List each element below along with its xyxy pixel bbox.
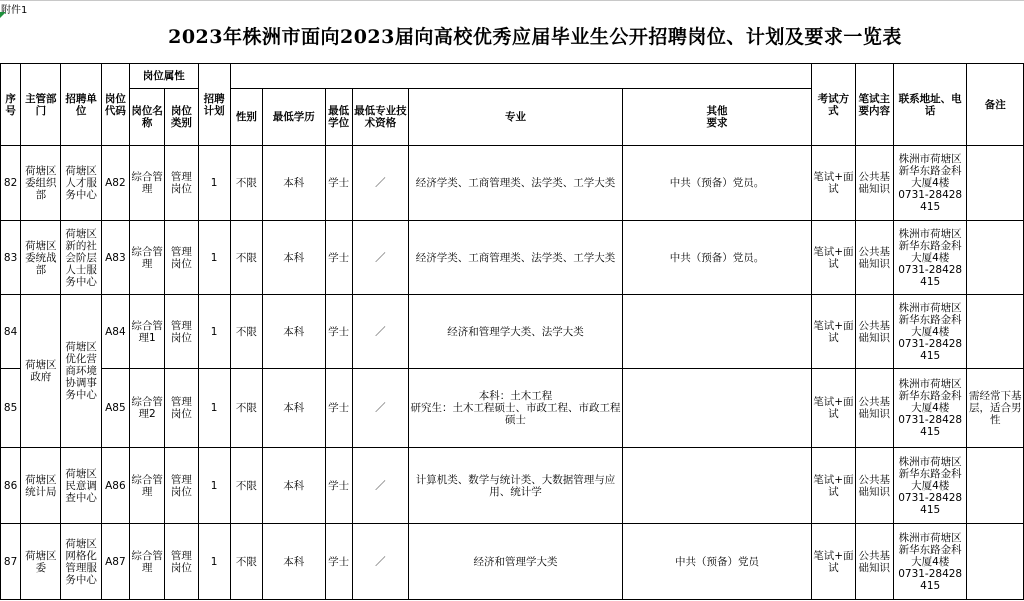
cell-seq[interactable]: 86 — [1, 448, 21, 524]
cell-post-type[interactable]: 管理岗位 — [165, 369, 198, 448]
cell-exam[interactable]: 笔试+面试 — [812, 369, 855, 448]
cell-contact[interactable]: 株洲市荷塘区新华东路金科大厦4楼 0731-28428415 — [893, 295, 967, 369]
cell-plan[interactable]: 1 — [198, 524, 230, 600]
cell-degree[interactable]: 学士 — [325, 369, 352, 448]
cell-post-name[interactable]: 综合管理 — [130, 146, 165, 221]
header-post-attr[interactable]: 岗位属性 — [130, 64, 199, 89]
cell-post-name[interactable]: 综合管理 — [130, 524, 165, 600]
cell-dept[interactable]: 荷塘区统计局 — [21, 448, 61, 524]
header-post-name[interactable]: 岗位名称 — [130, 89, 165, 146]
cell-code[interactable]: A84 — [101, 295, 129, 369]
cell-edu[interactable]: 本科 — [263, 146, 325, 221]
cell-plan[interactable]: 1 — [198, 146, 230, 221]
cell-degree[interactable]: 学士 — [325, 146, 352, 221]
cell-unit[interactable]: 荷塘区民意调查中心 — [61, 448, 101, 524]
cell-code[interactable]: A83 — [101, 221, 129, 295]
cell-degree[interactable]: 学士 — [325, 448, 352, 524]
table-row — [1, 146, 1024, 221]
header-unit[interactable]: 招聘单位 — [61, 64, 101, 146]
table-row — [1, 369, 1024, 448]
cell-seq[interactable]: 83 — [1, 221, 21, 295]
cell-plan[interactable]: 1 — [198, 295, 230, 369]
cell-exam[interactable]: 笔试+面试 — [812, 221, 855, 295]
cell-edu[interactable]: 本科 — [263, 369, 325, 448]
cell-unit[interactable]: 荷塘区新的社会阶层人士服务中心 — [61, 221, 101, 295]
header-remark[interactable]: 备注 — [967, 64, 1024, 146]
cell-remark[interactable] — [967, 524, 1024, 600]
cell-dept[interactable]: 荷塘区委统战部 — [21, 221, 61, 295]
cell-content[interactable]: 公共基础知识 — [855, 146, 893, 221]
cell-unit[interactable]: 荷塘区人才服务中心 — [61, 146, 101, 221]
cell-post-type[interactable]: 管理岗位 — [165, 221, 198, 295]
cell-degree[interactable]: 学士 — [325, 221, 352, 295]
cell-content[interactable]: 公共基础知识 — [855, 295, 893, 369]
header-blank[interactable] — [230, 64, 812, 89]
header-edu[interactable]: 最低学历 — [263, 89, 325, 146]
cell-major[interactable]: 经济和管理学大类 — [409, 524, 623, 600]
cell-post-type[interactable]: 管理岗位 — [165, 146, 198, 221]
cell-degree[interactable]: 学士 — [325, 295, 352, 369]
cell-gender[interactable]: 不限 — [230, 524, 262, 600]
recruitment-table — [0, 63, 1024, 600]
annex-label: 附件1 — [1, 5, 28, 16]
cell-unit[interactable]: 荷塘区优化营商环境协调事务中心 — [61, 295, 101, 448]
cell-post-name[interactable]: 综合管理2 — [130, 369, 165, 448]
sheet-title: 2023年株洲市面向2023届向高校优秀应届毕业生公开招聘岗位、计划及要求一览表 — [168, 26, 902, 48]
cell-contact[interactable]: 株洲市荷塘区新华东路金科大厦4楼 0731-28428415 — [893, 448, 967, 524]
cell-content[interactable]: 公共基础知识 — [855, 448, 893, 524]
cell-seq[interactable]: 82 — [1, 146, 21, 221]
cell-post-name[interactable]: 综合管理 — [130, 221, 165, 295]
cell-title-req[interactable]: ／ — [352, 524, 408, 600]
cell-content[interactable]: 公共基础知识 — [855, 369, 893, 448]
cell-remark[interactable]: 需经常下基层，适合男性 — [967, 369, 1024, 448]
cell-edu[interactable]: 本科 — [263, 295, 325, 369]
header-dept[interactable]: 主管部门 — [21, 64, 61, 146]
cell-remark[interactable] — [967, 146, 1024, 221]
cell-remark[interactable] — [967, 448, 1024, 524]
cell-post-type[interactable]: 管理岗位 — [165, 295, 198, 369]
cell-title-req[interactable]: ／ — [352, 295, 408, 369]
cell-unit[interactable]: 荷塘区网格化管理服务中心 — [61, 524, 101, 600]
cell-title-req[interactable]: ／ — [352, 146, 408, 221]
cell-remark[interactable] — [967, 221, 1024, 295]
cell-indicator-icon — [0, 12, 6, 18]
cell-contact[interactable]: 株洲市荷塘区新华东路金科大厦4楼 0731-28428415 — [893, 221, 967, 295]
cell-major[interactable]: 经济学类、工商管理类、法学类、工学大类 — [409, 146, 623, 221]
cell-gender[interactable]: 不限 — [230, 221, 262, 295]
cell-other[interactable] — [622, 295, 811, 369]
cell-major[interactable]: 经济学类、工商管理类、法学类、工学大类 — [409, 221, 623, 295]
cell-gender[interactable]: 不限 — [230, 448, 262, 524]
cell-other[interactable]: 中共（预备）党员。 — [622, 146, 811, 221]
table-row — [1, 221, 1024, 295]
header-exam[interactable]: 考试方式 — [812, 64, 855, 146]
cell-content[interactable]: 公共基础知识 — [855, 221, 893, 295]
cell-title-req[interactable]: ／ — [352, 448, 408, 524]
cell-dept[interactable]: 荷塘区委组织部 — [21, 146, 61, 221]
header-gender[interactable]: 性别 — [230, 89, 262, 146]
cell-major[interactable]: 计算机类、数学与统计类、大数据管理与应用、统计学 — [409, 448, 623, 524]
cell-plan[interactable]: 1 — [198, 369, 230, 448]
header-other[interactable]: 其他 要求 — [622, 89, 811, 146]
cell-contact[interactable]: 株洲市荷塘区新华东路金科大厦4楼 0731-28428415 — [893, 524, 967, 600]
header-seq[interactable]: 序号 — [1, 64, 21, 146]
cell-plan[interactable]: 1 — [198, 448, 230, 524]
header-title-req[interactable]: 最低专业技术资格 — [352, 89, 408, 146]
cell-title-req[interactable]: ／ — [352, 221, 408, 295]
header-plan[interactable]: 招聘计划 — [198, 64, 230, 146]
cell-gender[interactable]: 不限 — [230, 369, 262, 448]
cell-edu[interactable]: 本科 — [263, 524, 325, 600]
cell-gender[interactable]: 不限 — [230, 295, 262, 369]
header-major[interactable]: 专业 — [409, 89, 623, 146]
cell-edu[interactable]: 本科 — [263, 221, 325, 295]
cell-contact[interactable]: 株洲市荷塘区新华东路金科大厦4楼 0731-28428415 — [893, 369, 967, 448]
header-code[interactable]: 岗位代码 — [101, 64, 129, 146]
table-row — [1, 295, 1024, 369]
cell-dept[interactable]: 荷塘区政府 — [21, 295, 61, 448]
cell-degree[interactable]: 学士 — [325, 524, 352, 600]
cell-post-name[interactable]: 综合管理1 — [130, 295, 165, 369]
cell-seq[interactable]: 87 — [1, 524, 21, 600]
cell-code[interactable]: A86 — [101, 448, 129, 524]
cell-exam[interactable]: 笔试+面试 — [812, 295, 855, 369]
cell-edu[interactable]: 本科 — [263, 448, 325, 524]
cell-dept[interactable]: 荷塘区委 — [21, 524, 61, 600]
cell-post-name[interactable]: 综合管理 — [130, 448, 165, 524]
header-degree[interactable]: 最低学位 — [325, 89, 352, 146]
header-content[interactable]: 笔试主要内容 — [855, 64, 893, 146]
cell-code[interactable]: A82 — [101, 146, 129, 221]
cell-seq[interactable]: 85 — [1, 369, 21, 448]
cell-contact[interactable]: 株洲市荷塘区新华东路金科大厦4楼 0731-28428415 — [893, 146, 967, 221]
cell-other[interactable]: 中共（预备）党员 — [622, 524, 811, 600]
cell-major[interactable]: 本科：土木工程 研究生：土木工程硕士、市政工程、市政工程硕士 — [409, 369, 623, 448]
cell-gender[interactable]: 不限 — [230, 146, 262, 221]
table-row — [1, 448, 1024, 524]
cell-plan[interactable]: 1 — [198, 221, 230, 295]
cell-major[interactable]: 经济和管理学大类、法学大类 — [409, 295, 623, 369]
cell-other[interactable] — [622, 369, 811, 448]
sheet-top-border — [0, 0, 1024, 1]
cell-remark[interactable] — [967, 295, 1024, 369]
header-contact[interactable]: 联系地址、电话 — [893, 64, 967, 146]
cell-post-type[interactable]: 管理岗位 — [165, 524, 198, 600]
header-row-1 — [1, 64, 1024, 89]
cell-seq[interactable]: 84 — [1, 295, 21, 369]
cell-exam[interactable]: 笔试+面试 — [812, 146, 855, 221]
cell-exam[interactable]: 笔试+面试 — [812, 524, 855, 600]
cell-other[interactable]: 中共（预备）党员。 — [622, 221, 811, 295]
cell-code[interactable]: A85 — [101, 369, 129, 448]
header-post-type[interactable]: 岗位类别 — [165, 89, 198, 146]
cell-other[interactable] — [622, 448, 811, 524]
cell-title-req[interactable]: ／ — [352, 369, 408, 448]
cell-exam[interactable]: 笔试+面试 — [812, 448, 855, 524]
cell-post-type[interactable]: 管理岗位 — [165, 448, 198, 524]
cell-code[interactable]: A87 — [101, 524, 129, 600]
cell-content[interactable]: 公共基础知识 — [855, 524, 893, 600]
table-row — [1, 524, 1024, 600]
